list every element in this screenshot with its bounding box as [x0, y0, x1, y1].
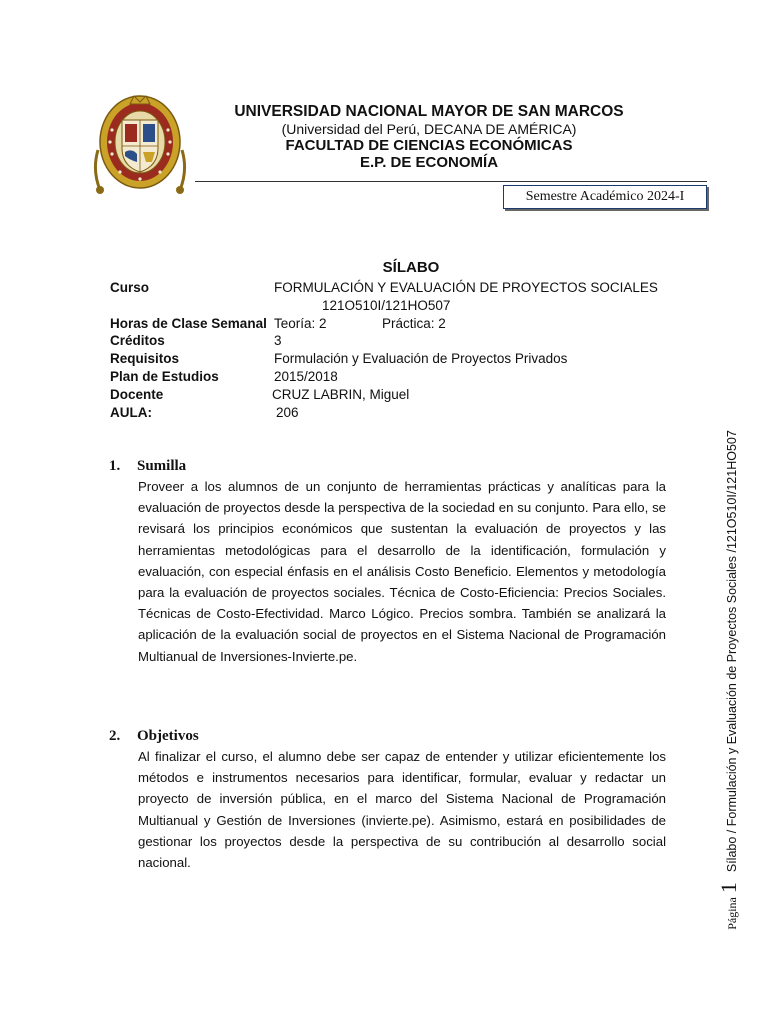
page-footer-sidebar	[716, 430, 742, 930]
sidebar-text-group	[716, 430, 742, 930]
practica-value: Práctica: 2	[382, 315, 446, 331]
requisitos-value: Formulación y Evaluación de Proyectos Privados	[274, 351, 568, 367]
page-number: 1	[716, 882, 741, 894]
section-heading-objetivos	[109, 728, 199, 745]
document-header	[200, 103, 658, 171]
plan-value: 2015/2018	[274, 368, 338, 384]
docente-label: Docente	[110, 386, 164, 402]
aula-label: AULA:	[110, 404, 152, 420]
aula-value: 206	[276, 404, 299, 420]
sidebar-course-text: Sílabo / Formulación y Evaluación de Proyectos Sociales /121O510I/121HO507	[725, 430, 739, 873]
curso-value: FORMULACIÓN Y EVALUACIÓN DE PROYECTOS SOCIALES	[274, 280, 658, 295]
horas-label: Horas de Clase Semanal	[110, 315, 267, 331]
section-number: 1.	[109, 458, 121, 474]
section-title: Objetivos	[137, 728, 199, 744]
curso-label: Curso	[110, 280, 150, 295]
university-subtitle: (Universidad del Perú, DECANA DE AMÉRICA)	[281, 120, 577, 137]
teoria-value: Teoría: 2	[274, 315, 327, 331]
plan-label: Plan de Estudios	[110, 368, 219, 384]
header-divider	[195, 181, 707, 182]
university-name: UNIVERSIDAD NACIONAL MAYOR DE SAN MARCOS	[234, 103, 624, 120]
school-name: E.P. DE ECONOMÍA	[359, 154, 499, 172]
semester-box: Semestre Académico 2024-I	[503, 185, 707, 209]
page-label: Página	[725, 897, 739, 930]
document-title: SÍLABO	[382, 259, 440, 276]
university-seal-icon	[92, 90, 188, 198]
objetivos-paragraph: Al finalizar el curso, el alumno debe ser capaz de entender y utilizar eficientemente los métodos e instrumentos necesarios para identificar, formular, evaluar y redactar un proyecto de inversión pública, en el marco del Sistema Nacional de Programación Multianual y Gestión de Inversiones (invierte.pe). Asimismo, estará en posibilidades de gestionar los proyectos desde la perspectiva de su contribución al desarrollo social nacional.	[138, 749, 666, 871]
docente-value: CRUZ LABRIN, Miguel	[272, 386, 410, 402]
section-title: Sumilla	[137, 458, 187, 474]
curso-code: 121O510I/121HO507	[322, 297, 451, 313]
creditos-label: Créditos	[110, 333, 165, 349]
faculty-name: FACULTAD DE CIENCIAS ECONÓMICAS	[285, 136, 573, 154]
section-heading-sumilla	[109, 458, 186, 475]
creditos-value: 3	[274, 333, 282, 349]
sumilla-paragraph: Proveer a los alumnos de un conjunto de herramientas prácticas y analíticas para la evaluación de proyectos desde la perspectiva de la sociedad en su conjunto. Para ello, se revisará los principios económicos que sustentan la evaluación de proyectos y las herramientas metodológicas para el desarrollo de la identificación, formulación y evaluación, con especial énfasis en el análisis Costo Beneficio. Elementos y metodología para la evaluación de proyectos sociales. Técnica de Costo-Eficiencia: Precios Sociales. Técnicas de Costo-Efectividad. Marco Lógico. Precios sombra. También se analizará la aplicación de la evaluación social de proyectos en el Sistema Nacional de Programación Multianual de Inversiones-Invierte.pe.	[138, 479, 666, 664]
section-number: 2.	[109, 728, 121, 744]
requisitos-label: Requisitos	[110, 351, 180, 367]
